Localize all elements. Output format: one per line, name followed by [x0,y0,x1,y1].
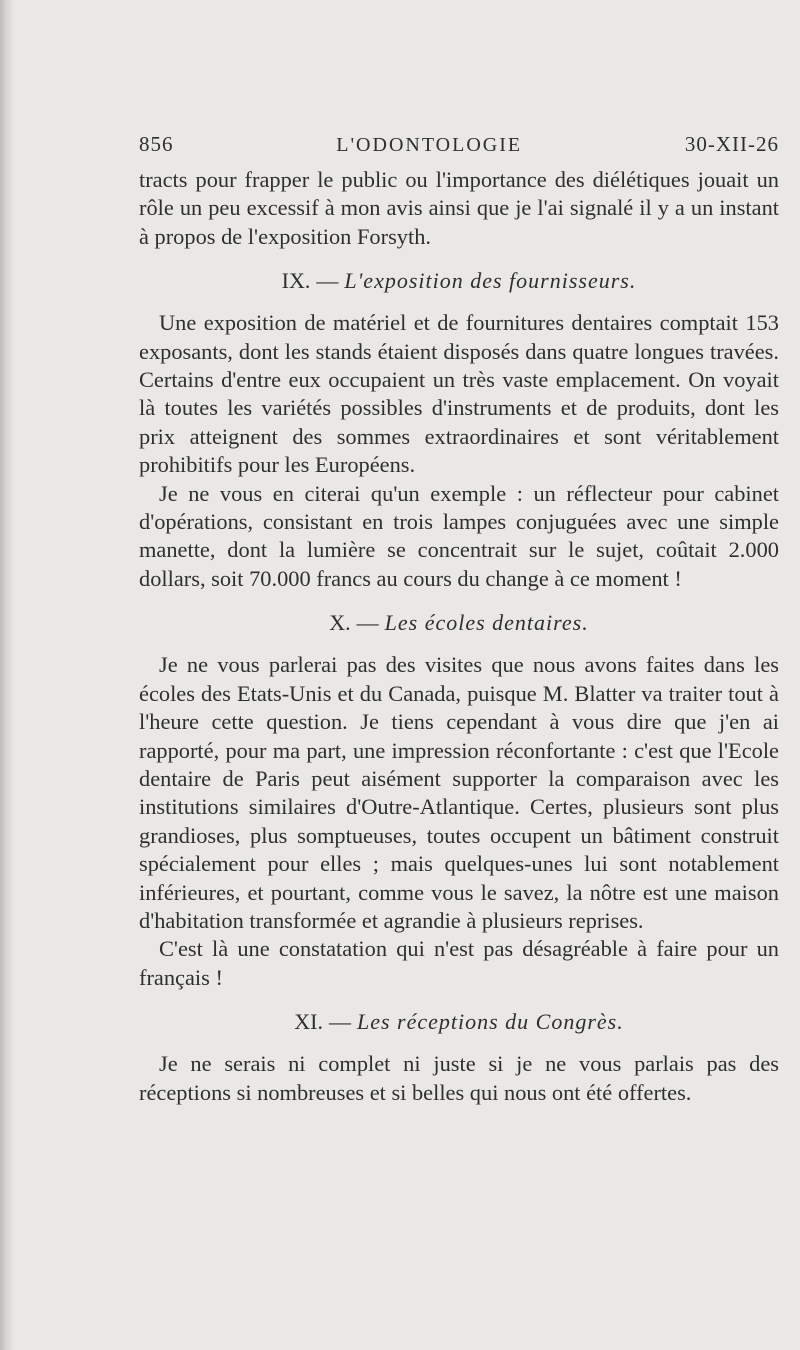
paragraph: Je ne vous parlerai pas des visites que nous avons faites dans les écoles des Etats-Unis et du Canada, puisque M. Blatter va traiter tout à l'heure cette question. Je tiens cependant à vous dire que j'en ai rapporté, pour ma part, une impression réconfortante : c'est que l'Ecole dentaire de Paris peut aisément supporter la comparaison avec les institutions similaires d'Outre-Atlantique. Certes, plusieurs sont plus grandioses, plus somptueuses, toutes occupent un bâtiment construit spécialement pour elles ; mais quelques-unes lui sont notablement inférieures, et pourtant, comme vous le savez, la nôtre est une maison d'habitation transformée et agrandie à plusieurs reprises. [139,652,779,933]
section-title: L'exposition des fournisseurs. [344,268,637,294]
journal-title: L'ODONTOLOGIE [336,134,523,156]
issue-date: 30-XII-26 [684,132,779,156]
section-dash: — [356,610,379,636]
paragraph: Une exposition de matériel et de fournitures dentaires comptait 153 exposants, dont les stands étaient disposés dans quatre longues travées. Certains d'entre eux occupaient un très vaste emplacement. On voyait là toutes les variétés possibles d'instruments et de produits, dont les prix atteignent des sommes extraordinaires et sont véritablement prohibitifs pour les Européens. [139,310,779,478]
section-dash: — [328,1009,351,1035]
paragraph: C'est là une constatation qui n'est pas désagréable à faire pour un français ! [139,936,779,990]
paragraph: Je ne vous en citerai qu'un exemple : un réflecteur pour cabinet d'opérations, consistant en trois lampes conjuguées avec une simple manette, dont la lumière se concentrait sur le sujet, coûtait 2.000 dollars, soit 70.000 francs au cours du change à ce moment ! [139,480,779,591]
paragraph: tracts pour frapper le public ou l'importance des diélétiques jouait un rôle un peu excessif à mon avis ainsi que je l'ai signalé il y a un instant à propos de l'exposition Forsyth. [139,167,779,249]
section-heading-xi [139,1008,779,1036]
section-dash: — [316,268,339,294]
section-heading-x [139,609,779,637]
paragraph: Je ne serais ni complet ni juste si je ne vous parlais pas des réceptions si nombreuses et si belles qui nous ont été offertes. [139,1051,779,1105]
body-text [139,166,779,1107]
section-number: X. [329,610,351,636]
section-title: Les écoles dentaires. [384,610,589,636]
running-head [139,132,779,166]
book-page [139,132,779,1107]
section-heading-ix [139,267,779,295]
page-binding-edge [0,0,14,1350]
section-number: IX. [281,268,311,294]
page-number: 856 [139,132,174,156]
section-title: Les réceptions du Congrès. [356,1009,624,1035]
section-number: XI. [294,1009,323,1035]
